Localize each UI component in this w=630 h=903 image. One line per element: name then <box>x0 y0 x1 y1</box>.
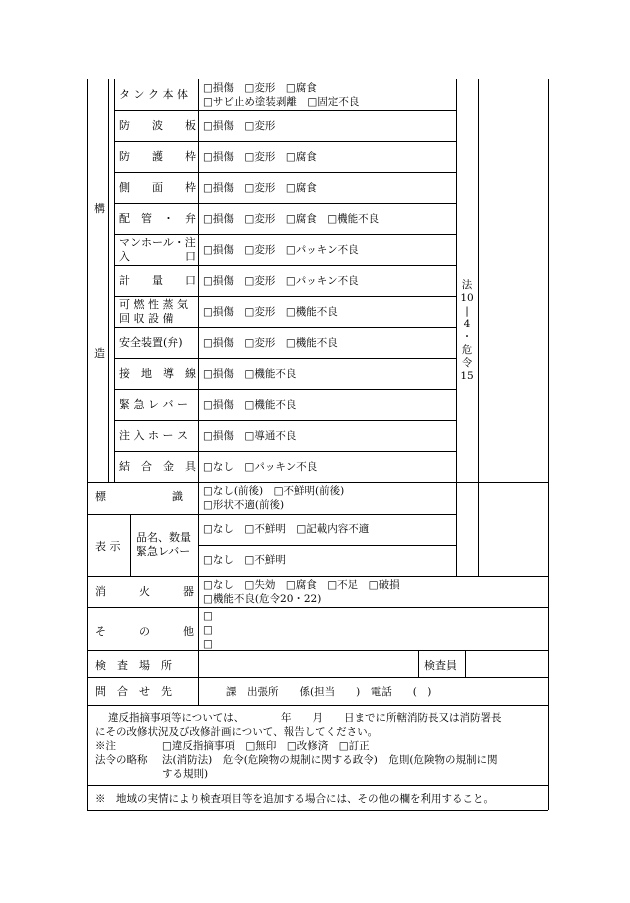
law-reference-char: 10 <box>460 292 474 304</box>
grid-line <box>114 110 456 111</box>
grid-line <box>87 576 548 577</box>
structure-item-options: □損傷 □変形 □機能不良 <box>203 306 338 318</box>
structure-item-options: □損傷 □機能不良 <box>203 399 297 411</box>
inspection-place-label: 検 査 場 所 <box>95 659 172 672</box>
contact-value: 課 出張所 係(担当 ) 電話 ( ) <box>226 686 432 698</box>
grid-line <box>114 420 456 421</box>
grid-line <box>114 389 456 390</box>
grid-line <box>87 482 548 483</box>
law-reference-char: 4 <box>463 318 471 330</box>
structure-item-label: 防 護 枠 <box>119 150 196 163</box>
grid-line <box>114 203 456 204</box>
other-checkbox-3[interactable]: □ <box>203 638 213 650</box>
grid-line <box>87 607 548 608</box>
structure-item-options: □損傷 □機能不良 <box>203 368 297 380</box>
grid-line <box>87 810 548 811</box>
law-reference-char: ・ <box>461 331 473 343</box>
display-sub-label-1: 品名、数量 <box>136 531 191 544</box>
structure-item-label: 緊 急 レ バ ー <box>119 398 188 411</box>
structure-group-label-top: 構 <box>94 202 105 215</box>
law-reference-char: 15 <box>460 370 474 382</box>
structure-item-options-line2: □サビ止め塗装剥離 □固定不良 <box>203 96 360 108</box>
structure-item-label: マンホール・注 <box>119 236 196 249</box>
grid-line <box>130 514 131 576</box>
grid-line <box>465 650 466 677</box>
grid-line <box>548 79 549 705</box>
structure-item-options: □損傷 □変形 □腐食 <box>203 82 317 94</box>
structure-item-label: 配 管 ・ 弁 <box>119 212 196 225</box>
grid-line <box>198 677 199 705</box>
structure-item-options: □損傷 □変形 □腐食 □機能不良 <box>203 213 380 225</box>
other-label: そ の 他 <box>95 625 194 638</box>
grid-line <box>114 265 456 266</box>
grid-line <box>114 327 456 328</box>
grid-line <box>114 234 456 235</box>
structure-group-label-bottom: 造 <box>94 347 105 360</box>
display-options-line1: □なし □不鮮明 □記載内容不適 <box>203 523 370 535</box>
structure-item-options: □損傷 □変形 <box>203 120 276 132</box>
structure-item-options: □損傷 □変形 □パッキン不良 <box>203 275 359 287</box>
grid-line <box>198 545 456 546</box>
structure-item-options: □損傷 □変形 □機能不良 <box>203 337 338 349</box>
structure-item-label: 計 量 口 <box>119 274 196 287</box>
structure-item-label: 可 燃 性 蒸 気 <box>119 298 188 311</box>
extinguisher-label: 消 火 器 <box>95 585 194 598</box>
structure-item-label: タ ン ク 本 体 <box>119 88 188 101</box>
notice-line-4: 法(消防法) 危令(危険物の規制に関する政令) 危則(危険物の規制に関 <box>162 754 498 766</box>
law-reference-char: 令 <box>461 357 473 369</box>
structure-item-label-2: 入 口 <box>119 250 196 263</box>
grid-line <box>548 705 549 810</box>
structure-item-label: 注 入 ホ ー ス <box>119 429 188 442</box>
structure-item-label: 結 合 金 具 <box>119 460 196 473</box>
grid-line <box>87 79 88 810</box>
structure-item-options: □損傷 □変形 □腐食 <box>203 151 317 163</box>
other-checkbox-2[interactable]: □ <box>203 624 213 636</box>
display-options-line2: □なし □不鮮明 <box>203 554 286 566</box>
grid-line <box>198 576 199 607</box>
extinguisher-options-line2: □機能不良(危令20・22) <box>203 593 322 605</box>
grid-line <box>114 172 456 173</box>
grid-line <box>478 79 479 576</box>
structure-item-label: 防 波 板 <box>119 119 196 132</box>
notice-line-5: する規則) <box>162 768 209 780</box>
grid-line <box>87 514 456 515</box>
sign-options-line1: □なし(前後) □不鮮明(前後) <box>203 485 345 497</box>
law-reference-char: 危 <box>461 344 473 356</box>
grid-line <box>114 358 456 359</box>
other-checkbox-1[interactable]: □ <box>203 610 213 622</box>
grid-line <box>456 79 457 576</box>
law-reference-char: | <box>465 305 469 317</box>
sign-label: 標 識 <box>95 490 183 503</box>
structure-item-label: 安全装置(弁) <box>119 336 183 349</box>
grid-line <box>418 650 419 677</box>
grid-line <box>87 705 548 706</box>
notice-line-1: 違反指摘事項等については、 年 月 日までに所轄消防長又は消防署長 <box>108 712 502 724</box>
grid-line <box>87 650 548 651</box>
contact-label: 問 合 せ 先 <box>95 685 172 698</box>
sign-options-line2: □形状不適(前後) <box>203 499 285 511</box>
grid-line <box>114 296 456 297</box>
grid-line <box>114 451 456 452</box>
inspector-label: 検査員 <box>424 659 457 672</box>
structure-item-label: 接 地 導 線 <box>119 367 196 380</box>
grid-line <box>87 677 548 678</box>
grid-line <box>198 650 199 677</box>
grid-line <box>114 79 115 482</box>
law-reference-char: 法 <box>461 279 473 291</box>
grid-line <box>114 141 456 142</box>
display-label: 表 示 <box>95 540 121 553</box>
grid-line <box>108 79 109 482</box>
structure-item-label: 側 面 枠 <box>119 181 196 194</box>
extinguisher-options-line1: □なし □失効 □腐食 □不足 □破損 <box>203 579 400 591</box>
grid-line <box>87 785 548 786</box>
notice-line-2: にその改修状況及び改修計画について、報告してください。 <box>95 726 379 738</box>
structure-item-options: □損傷 □導通不良 <box>203 430 297 442</box>
structure-item-options: □損傷 □変形 □腐食 <box>203 182 317 194</box>
grid-line <box>198 607 199 650</box>
structure-item-options: □損傷 □変形 □パッキン不良 <box>203 244 359 256</box>
notice-line-4-label: 法令の略称 <box>95 754 148 766</box>
footer-note: ※ 地域の実情により検査項目等を追加する場合には、その他の欄を利用すること。 <box>95 793 494 805</box>
notice-line-3: □違反指摘事項 □無印 □改修済 □訂正 <box>162 740 370 752</box>
structure-item-label-2: 回 収 設 備 <box>119 312 174 325</box>
structure-item-options: □なし □パッキン不良 <box>203 461 318 473</box>
display-sub-label-2: 緊急レバー <box>136 545 191 558</box>
notice-line-3-label: ※注 <box>95 740 116 752</box>
